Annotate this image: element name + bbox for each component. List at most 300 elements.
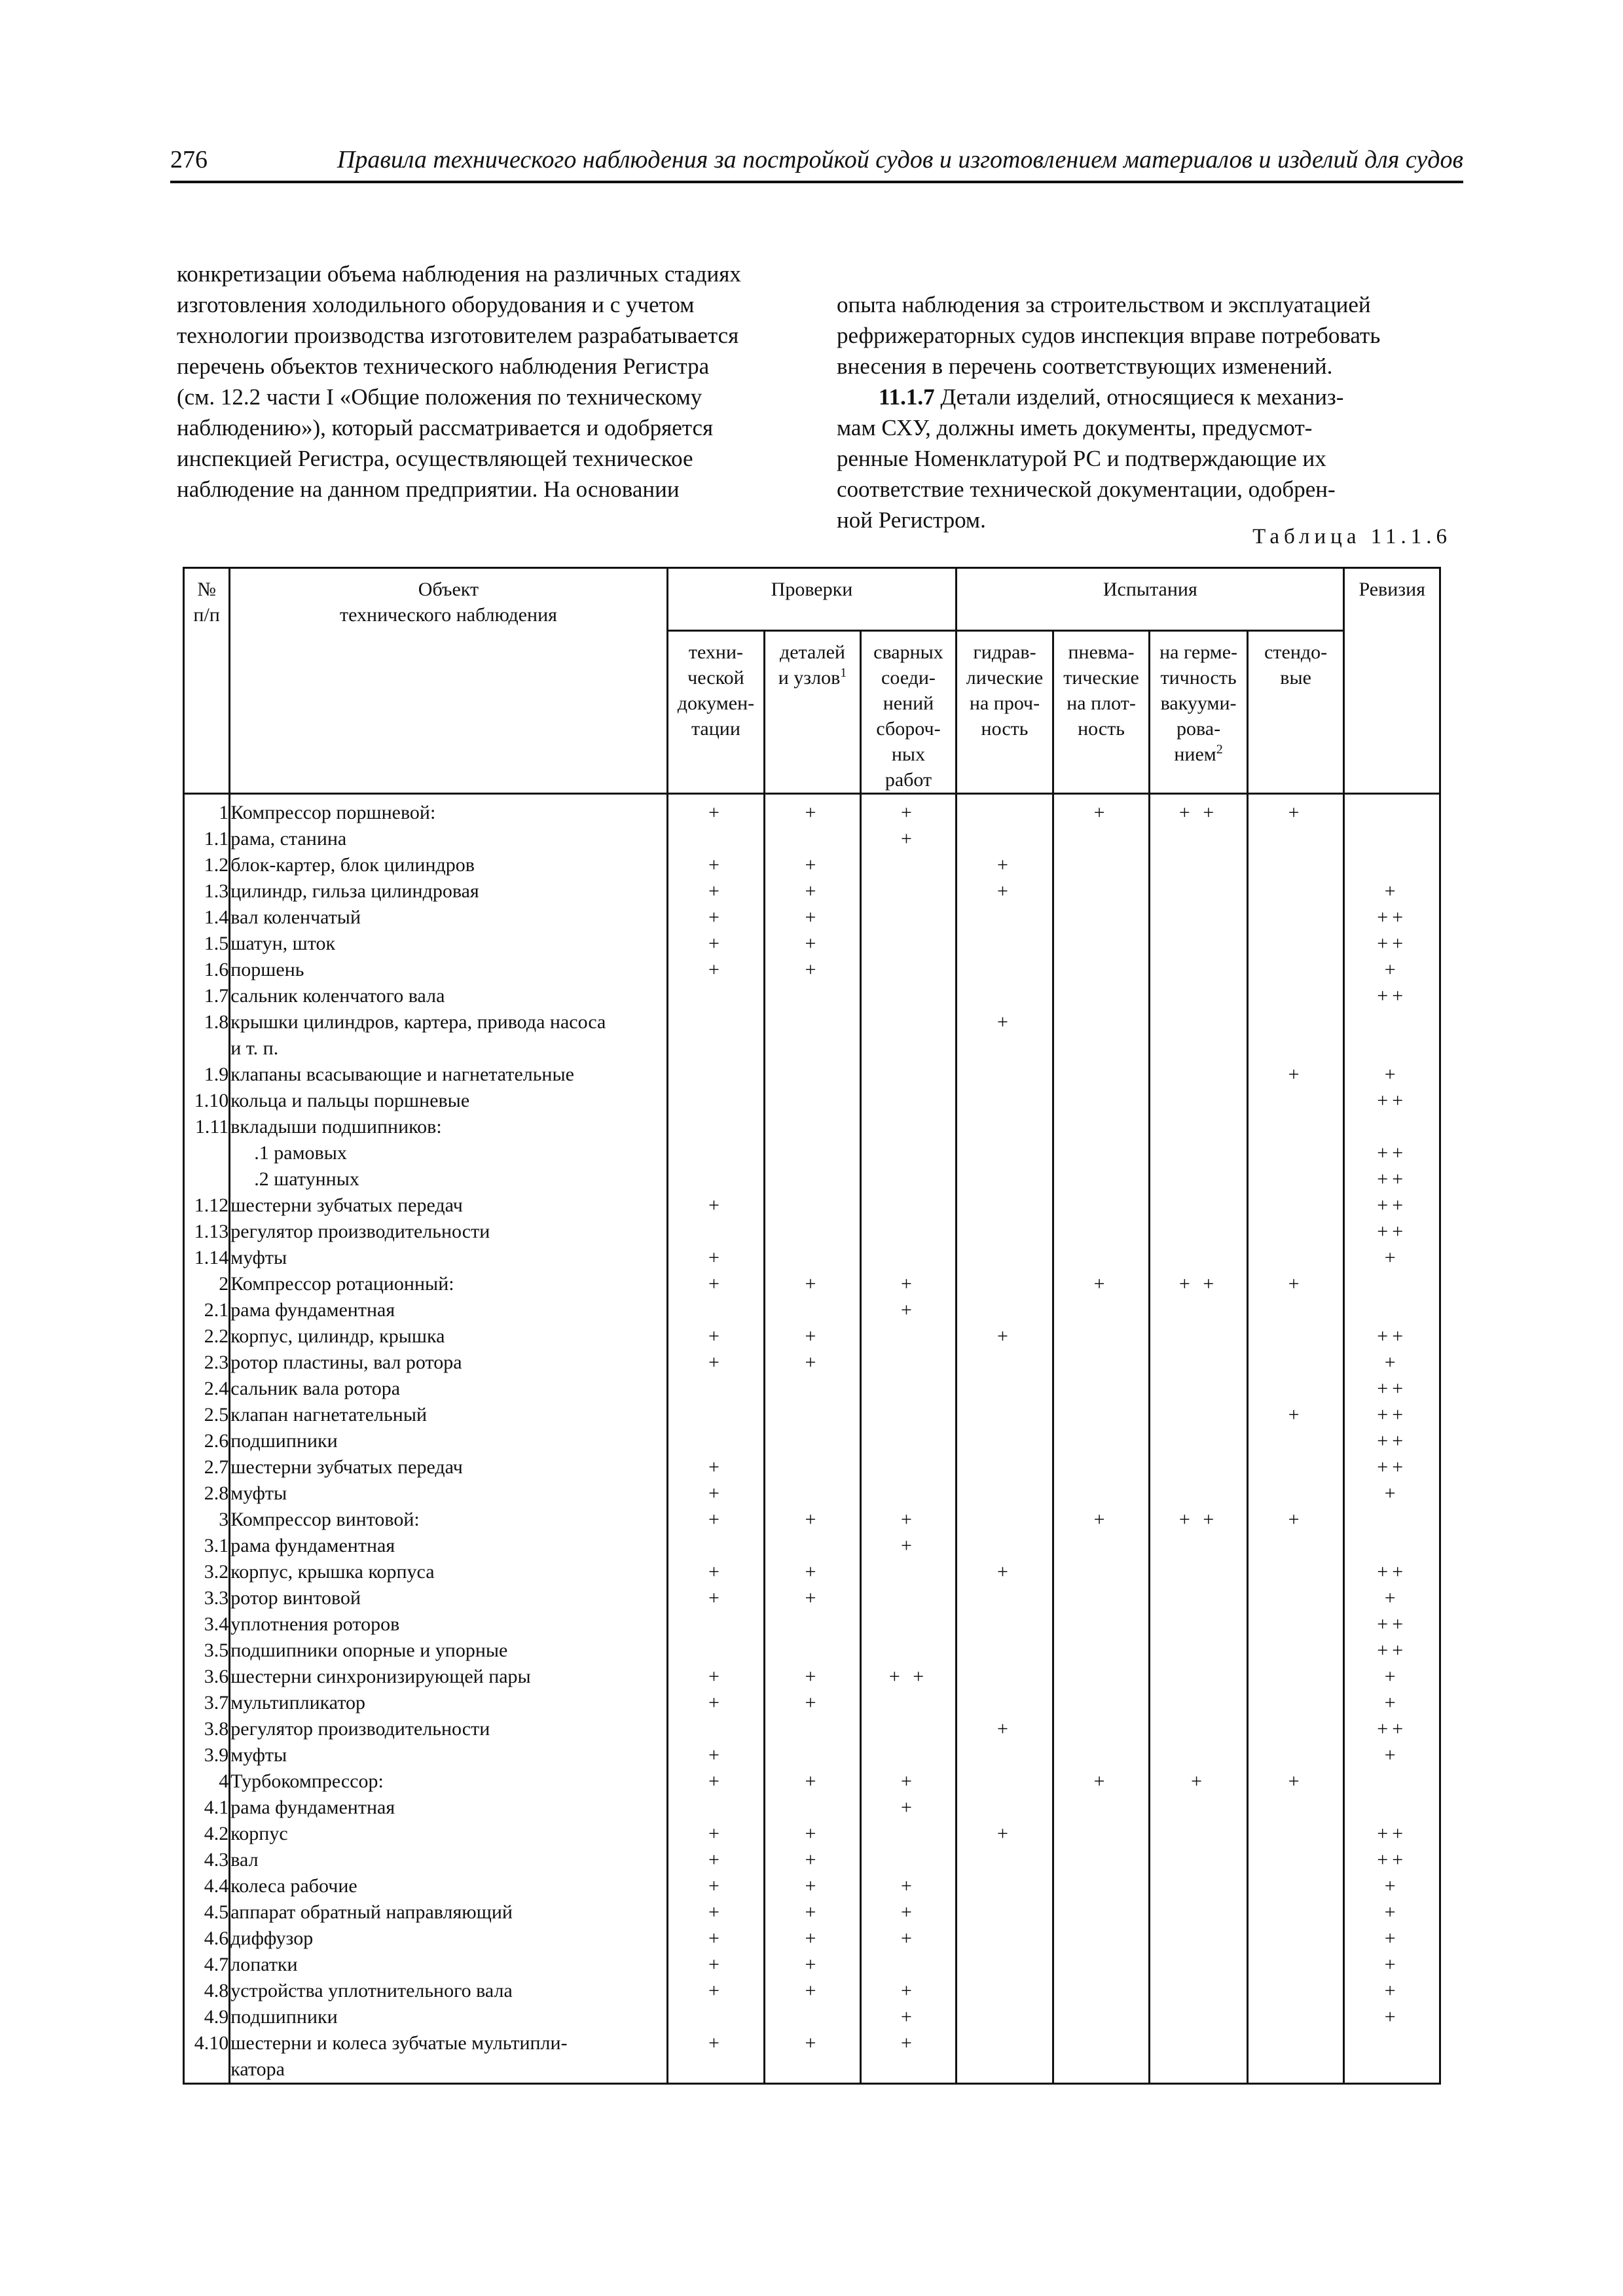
mark-cell bbox=[1247, 1454, 1344, 1480]
mark-cell bbox=[667, 1166, 765, 1193]
mark-cell: + bbox=[667, 1978, 765, 2004]
mark-cell bbox=[667, 2004, 765, 2030]
mark-cell: + + bbox=[1150, 794, 1248, 827]
mark-cell bbox=[1344, 1795, 1440, 1821]
mark-cell bbox=[957, 1297, 1053, 1323]
mark-cell: + bbox=[765, 1899, 861, 1926]
mark-cell bbox=[1053, 878, 1150, 905]
mark-cell bbox=[667, 1428, 765, 1454]
mark-cell: + bbox=[765, 1847, 861, 1873]
table-row bbox=[184, 1821, 1440, 1847]
mark-cell bbox=[667, 1114, 765, 1140]
mark-cell: + bbox=[765, 905, 861, 931]
mark-cell bbox=[1344, 1768, 1440, 1795]
table-row bbox=[184, 1690, 1440, 1716]
row-number: 4.3 bbox=[184, 1847, 230, 1873]
row-number: 4.9 bbox=[184, 2004, 230, 2030]
mark-cell bbox=[1150, 1690, 1248, 1716]
mark-cell bbox=[667, 1088, 765, 1114]
mark-cell bbox=[1150, 1585, 1248, 1611]
mark-cell bbox=[860, 878, 957, 905]
mark-cell bbox=[957, 905, 1053, 931]
mark-cell bbox=[765, 1376, 861, 1402]
mark-cell: + bbox=[957, 1716, 1053, 1742]
mark-cell bbox=[1053, 826, 1150, 852]
mark-cell bbox=[860, 1166, 957, 1193]
row-object: Компрессор ротационный: bbox=[230, 1271, 667, 1297]
mark-cell: + bbox=[1344, 957, 1440, 983]
mark-cell: + bbox=[860, 1768, 957, 1795]
mark-cell bbox=[957, 1742, 1053, 1768]
table-row bbox=[184, 1297, 1440, 1323]
mark-cell: + bbox=[667, 794, 765, 827]
row-number: 3.1 bbox=[184, 1533, 230, 1559]
row-object: мультипликатор bbox=[230, 1690, 667, 1716]
mark-cell bbox=[1150, 1166, 1248, 1193]
mark-cell: ++ bbox=[1344, 1559, 1440, 1585]
mark-cell: + bbox=[765, 1978, 861, 2004]
mark-cell bbox=[860, 852, 957, 878]
mark-cell bbox=[1150, 1795, 1248, 1821]
paragraph-number: 11.1.7 bbox=[879, 384, 935, 410]
table-row bbox=[184, 1166, 1440, 1193]
mark-cell bbox=[1247, 1245, 1344, 1271]
mark-cell bbox=[957, 1376, 1053, 1402]
row-number: 1.2 bbox=[184, 852, 230, 878]
mark-cell bbox=[957, 1454, 1053, 1480]
row-number: 2.4 bbox=[184, 1376, 230, 1402]
mark-cell bbox=[957, 1899, 1053, 1926]
row-object: вал bbox=[230, 1847, 667, 1873]
mark-cell bbox=[1053, 1952, 1150, 1978]
row-number: 3.8 bbox=[184, 1716, 230, 1742]
mark-cell bbox=[1053, 1114, 1150, 1140]
mark-cell bbox=[860, 931, 957, 957]
mark-cell: ++ bbox=[1344, 1219, 1440, 1245]
row-object: лопатки bbox=[230, 1952, 667, 1978]
mark-cell: + bbox=[667, 1585, 765, 1611]
mark-cell bbox=[1150, 2056, 1248, 2084]
subheader-3 bbox=[957, 631, 1053, 794]
mark-cell bbox=[1150, 2030, 1248, 2056]
mark-cell bbox=[1344, 1297, 1440, 1323]
left-column-text: конкретизации объема наблюдения на различных стадиях изготовления холодильного оборудования и с учетом технологии производства изготовителем разрабатывается перечень объектов технического наблюдения Регистра (см. 12.2 части I «Общие положения по техническому наблюдению»), который рассматривается и одобряется инспекцией Регистра, осуществляющей техническое наблюдение на данном предприятии. На основании bbox=[177, 261, 741, 502]
mark-cell bbox=[1053, 1664, 1150, 1690]
mark-cell: + bbox=[1053, 1768, 1150, 1795]
row-number: 1.3 bbox=[184, 878, 230, 905]
mark-cell bbox=[1247, 1323, 1344, 1350]
table-row bbox=[184, 2004, 1440, 2030]
row-object: катора bbox=[230, 2056, 667, 2084]
mark-cell: + bbox=[765, 852, 861, 878]
row-number bbox=[184, 1140, 230, 1166]
mark-cell bbox=[1053, 1533, 1150, 1559]
row-object: Турбокомпрессор: bbox=[230, 1768, 667, 1795]
mark-cell bbox=[1150, 1821, 1248, 1847]
mark-cell bbox=[957, 983, 1053, 1009]
mark-cell bbox=[1053, 1140, 1150, 1166]
mark-cell bbox=[1247, 1611, 1344, 1638]
mark-cell bbox=[1150, 2004, 1248, 2030]
mark-cell: + bbox=[765, 1271, 861, 1297]
mark-cell: + bbox=[667, 1873, 765, 1899]
paragraph-11-1-7 bbox=[837, 382, 1457, 535]
mark-cell bbox=[1053, 1376, 1150, 1402]
mark-cell bbox=[957, 1428, 1053, 1454]
row-number: 3.4 bbox=[184, 1611, 230, 1638]
mark-cell bbox=[1247, 1638, 1344, 1664]
mark-cell bbox=[1053, 931, 1150, 957]
row-number: 3.7 bbox=[184, 1690, 230, 1716]
mark-cell bbox=[1247, 1350, 1344, 1376]
mark-cell: + bbox=[860, 1795, 957, 1821]
mark-cell: + bbox=[765, 957, 861, 983]
mark-cell bbox=[1344, 1507, 1440, 1533]
row-number: 2.8 bbox=[184, 1480, 230, 1507]
table-row bbox=[184, 1952, 1440, 1978]
table-row bbox=[184, 2056, 1440, 2084]
mark-cell bbox=[860, 1480, 957, 1507]
mark-cell bbox=[860, 1035, 957, 1062]
mark-cell bbox=[957, 1219, 1053, 1245]
mark-cell bbox=[1150, 1114, 1248, 1140]
mark-cell: + bbox=[860, 2004, 957, 2030]
mark-cell bbox=[860, 1454, 957, 1480]
row-object: клапан нагнетательный bbox=[230, 1402, 667, 1428]
table-row bbox=[184, 1533, 1440, 1559]
mark-cell: + bbox=[667, 1664, 765, 1690]
mark-cell bbox=[1247, 1742, 1344, 1768]
mark-cell bbox=[957, 1507, 1053, 1533]
mark-cell bbox=[1247, 2004, 1344, 2030]
row-object: блок-картер, блок цилиндров bbox=[230, 852, 667, 878]
subheader-text: гидрав- лические на проч- ность bbox=[966, 641, 1044, 740]
mark-cell: + bbox=[667, 1350, 765, 1376]
mark-cell bbox=[1344, 1271, 1440, 1297]
mark-cell: + bbox=[765, 878, 861, 905]
row-object: Компрессор винтовой: bbox=[230, 1507, 667, 1533]
mark-cell: + + bbox=[1150, 1271, 1248, 1297]
row-object: корпус bbox=[230, 1821, 667, 1847]
table-row bbox=[184, 1376, 1440, 1402]
mark-cell bbox=[1150, 1480, 1248, 1507]
subheader-2 bbox=[860, 631, 957, 794]
mark-cell: + bbox=[667, 1952, 765, 1978]
mark-cell bbox=[1053, 1350, 1150, 1376]
mark-cell bbox=[957, 1585, 1053, 1611]
mark-cell: ++ bbox=[1344, 1638, 1440, 1664]
mark-cell bbox=[1247, 1926, 1344, 1952]
table-row bbox=[184, 1847, 1440, 1873]
mark-cell: + bbox=[860, 794, 957, 827]
mark-cell bbox=[1053, 1297, 1150, 1323]
mark-cell: ++ bbox=[1344, 1428, 1440, 1454]
mark-cell bbox=[860, 1114, 957, 1140]
row-object: муфты bbox=[230, 1245, 667, 1271]
mark-cell bbox=[1053, 983, 1150, 1009]
mark-cell: ++ bbox=[1344, 905, 1440, 931]
mark-cell bbox=[1150, 1140, 1248, 1166]
subheader-text: пневма- тические на плот- ность bbox=[1063, 641, 1139, 740]
mark-cell bbox=[1247, 1428, 1344, 1454]
mark-cell bbox=[957, 1193, 1053, 1219]
mark-cell: + bbox=[1247, 794, 1344, 827]
mark-cell bbox=[860, 1821, 957, 1847]
paragraph-text: Детали изделий, относящиеся к механиз- мам СХУ, должны иметь документы, предусмот- ренные Номенклатурой РС и подтверждающие их соответствие технической документации, одобрен- ной Регистром. bbox=[837, 384, 1344, 533]
mark-cell bbox=[765, 2056, 861, 2084]
right-column-text: опыта наблюдения за строительством и эксплуатацией рефрижераторных судов инспекция вправе потребовать внесения в перечень соответствующих изменений. bbox=[837, 292, 1381, 379]
mark-cell: + bbox=[667, 1480, 765, 1507]
row-object: корпус, крышка корпуса bbox=[230, 1559, 667, 1585]
subheader-text: сварных соеди- нений сбороч- ных работ bbox=[873, 641, 943, 791]
mark-cell: + bbox=[1344, 2004, 1440, 2030]
mark-cell bbox=[860, 1742, 957, 1768]
mark-cell bbox=[1150, 1533, 1248, 1559]
subheader-text: стендо- вые bbox=[1264, 641, 1328, 689]
mark-cell bbox=[1247, 1480, 1344, 1507]
mark-cell bbox=[1053, 1638, 1150, 1664]
row-object: кольца и пальцы поршневые bbox=[230, 1088, 667, 1114]
mark-cell bbox=[957, 1690, 1053, 1716]
mark-cell bbox=[957, 957, 1053, 983]
mark-cell bbox=[1150, 957, 1248, 983]
mark-cell bbox=[957, 1611, 1053, 1638]
mark-cell bbox=[1150, 1428, 1248, 1454]
mark-cell: + bbox=[1344, 1585, 1440, 1611]
row-number: 1.1 bbox=[184, 826, 230, 852]
table-row bbox=[184, 2030, 1440, 2056]
mark-cell bbox=[1053, 1559, 1150, 1585]
mark-cell bbox=[1053, 1035, 1150, 1062]
mark-cell: + bbox=[860, 1271, 957, 1297]
mark-cell bbox=[1247, 1847, 1344, 1873]
page-number: 276 bbox=[170, 146, 208, 173]
mark-cell: + bbox=[1053, 794, 1150, 827]
row-object: цилиндр, гильза цилиндровая bbox=[230, 878, 667, 905]
mark-cell bbox=[1053, 1742, 1150, 1768]
table-row bbox=[184, 878, 1440, 905]
table-row bbox=[184, 1245, 1440, 1271]
mark-cell bbox=[765, 1245, 861, 1271]
mark-cell: ++ bbox=[1344, 931, 1440, 957]
mark-cell bbox=[667, 1716, 765, 1742]
mark-cell bbox=[1344, 2030, 1440, 2056]
mark-cell: + bbox=[1247, 1271, 1344, 1297]
mark-cell bbox=[667, 826, 765, 852]
mark-cell bbox=[860, 1585, 957, 1611]
row-number: 4.8 bbox=[184, 1978, 230, 2004]
mark-cell bbox=[1150, 1062, 1248, 1088]
mark-cell bbox=[1053, 1978, 1150, 2004]
mark-cell bbox=[765, 1742, 861, 1768]
mark-cell bbox=[1053, 1245, 1150, 1271]
mark-cell bbox=[1053, 1193, 1150, 1219]
mark-cell bbox=[1150, 1376, 1248, 1402]
row-object: Компрессор поршневой: bbox=[230, 794, 667, 827]
mark-cell bbox=[957, 1271, 1053, 1297]
mark-cell: + bbox=[667, 1271, 765, 1297]
mark-cell bbox=[1344, 826, 1440, 852]
row-object: рама фундаментная bbox=[230, 1533, 667, 1559]
mark-cell bbox=[1150, 1035, 1248, 1062]
mark-cell bbox=[1150, 1664, 1248, 1690]
mark-cell bbox=[860, 1716, 957, 1742]
row-number: 2.1 bbox=[184, 1297, 230, 1323]
mark-cell: + bbox=[667, 1454, 765, 1480]
mark-cell: + bbox=[1344, 1873, 1440, 1899]
mark-cell bbox=[1150, 1245, 1248, 1271]
mark-cell bbox=[957, 2004, 1053, 2030]
mark-cell: + bbox=[667, 1847, 765, 1873]
row-number: 2.6 bbox=[184, 1428, 230, 1454]
mark-cell bbox=[765, 983, 861, 1009]
table-row bbox=[184, 794, 1440, 827]
mark-cell: + bbox=[765, 1821, 861, 1847]
mark-cell bbox=[1150, 1873, 1248, 1899]
mark-cell bbox=[1247, 1795, 1344, 1821]
mark-cell bbox=[765, 1193, 861, 1219]
mark-cell bbox=[860, 957, 957, 983]
mark-cell bbox=[1247, 905, 1344, 931]
mark-cell: + bbox=[667, 1768, 765, 1795]
mark-cell bbox=[765, 1533, 861, 1559]
table-row bbox=[184, 1716, 1440, 1742]
mark-cell bbox=[1247, 1376, 1344, 1402]
mark-cell bbox=[1344, 852, 1440, 878]
mark-cell bbox=[860, 1376, 957, 1402]
mark-cell bbox=[1053, 1219, 1150, 1245]
mark-cell bbox=[1247, 957, 1344, 983]
mark-cell bbox=[860, 1009, 957, 1035]
mark-cell: + bbox=[1150, 1768, 1248, 1795]
row-number: 1.5 bbox=[184, 931, 230, 957]
row-object: поршень bbox=[230, 957, 667, 983]
row-number: 3.2 bbox=[184, 1559, 230, 1585]
table-row bbox=[184, 1664, 1440, 1690]
mark-cell: + bbox=[667, 1821, 765, 1847]
mark-cell bbox=[957, 2056, 1053, 2084]
mark-cell: + bbox=[765, 1952, 861, 1978]
row-number: 4.10 bbox=[184, 2030, 230, 2056]
mark-cell bbox=[1150, 1899, 1248, 1926]
mark-cell: ++ bbox=[1344, 1376, 1440, 1402]
mark-cell bbox=[765, 1716, 861, 1742]
mark-cell bbox=[1150, 1323, 1248, 1350]
header-tests: Испытания bbox=[957, 568, 1344, 631]
mark-cell: + bbox=[1344, 878, 1440, 905]
mark-cell bbox=[957, 1795, 1053, 1821]
row-number: 1 bbox=[184, 794, 230, 827]
mark-cell bbox=[1150, 1716, 1248, 1742]
mark-cell bbox=[1247, 1219, 1344, 1245]
row-object: .1 рамовых bbox=[230, 1140, 667, 1166]
mark-cell bbox=[1053, 1454, 1150, 1480]
mark-cell bbox=[1053, 2004, 1150, 2030]
subheader-text: техни- ческой докумен- тации bbox=[677, 641, 755, 740]
mark-cell bbox=[1053, 1899, 1150, 1926]
mark-cell: + bbox=[667, 1323, 765, 1350]
mark-cell bbox=[765, 1009, 861, 1035]
right-column bbox=[837, 259, 1457, 566]
mark-cell bbox=[957, 1952, 1053, 1978]
row-object: регулятор производительности bbox=[230, 1716, 667, 1742]
table-row bbox=[184, 1559, 1440, 1585]
page-header bbox=[170, 145, 1463, 183]
row-number: 4.6 bbox=[184, 1926, 230, 1952]
mark-cell: ++ bbox=[1344, 1166, 1440, 1193]
mark-cell: + bbox=[765, 1559, 861, 1585]
mark-cell: + bbox=[1344, 1350, 1440, 1376]
mark-cell bbox=[667, 1140, 765, 1166]
mark-cell: ++ bbox=[1344, 1323, 1440, 1350]
row-number: 1.4 bbox=[184, 905, 230, 931]
mark-cell: + + bbox=[1150, 1507, 1248, 1533]
mark-cell bbox=[1053, 1690, 1150, 1716]
mark-cell bbox=[1247, 1716, 1344, 1742]
mark-cell: + bbox=[765, 2030, 861, 2056]
header-object: Объект технического наблюдения bbox=[230, 568, 667, 794]
mark-cell: ++ bbox=[1344, 1454, 1440, 1480]
mark-cell bbox=[1247, 1193, 1344, 1219]
inspection-table bbox=[183, 567, 1441, 2085]
mark-cell bbox=[1247, 1533, 1344, 1559]
mark-cell: + bbox=[1053, 1507, 1150, 1533]
mark-cell bbox=[1150, 1847, 1248, 1873]
mark-cell: + bbox=[765, 1664, 861, 1690]
row-object: шатун, шток bbox=[230, 931, 667, 957]
mark-cell bbox=[1053, 1402, 1150, 1428]
mark-cell: + bbox=[860, 1978, 957, 2004]
mark-cell: + bbox=[765, 1323, 861, 1350]
mark-cell: + bbox=[667, 957, 765, 983]
table-row bbox=[184, 1926, 1440, 1952]
mark-cell: + bbox=[765, 1690, 861, 1716]
mark-cell: ++ bbox=[1344, 1402, 1440, 1428]
mark-cell bbox=[1150, 1193, 1248, 1219]
row-number: 4 bbox=[184, 1768, 230, 1795]
row-number: 1.6 bbox=[184, 957, 230, 983]
mark-cell bbox=[1150, 1402, 1248, 1428]
row-object: подшипники bbox=[230, 1428, 667, 1454]
subheader-6 bbox=[1247, 631, 1344, 794]
mark-cell bbox=[1053, 1088, 1150, 1114]
mark-cell bbox=[860, 1952, 957, 1978]
mark-cell bbox=[860, 1402, 957, 1428]
mark-cell bbox=[1247, 1114, 1344, 1140]
mark-cell bbox=[1150, 1742, 1248, 1768]
mark-cell bbox=[860, 1193, 957, 1219]
mark-cell bbox=[957, 1978, 1053, 2004]
mark-cell bbox=[1247, 1664, 1344, 1690]
mark-cell bbox=[1247, 1297, 1344, 1323]
table-row bbox=[184, 826, 1440, 852]
mark-cell: + bbox=[667, 1507, 765, 1533]
mark-cell bbox=[860, 2056, 957, 2084]
mark-cell: + bbox=[860, 1533, 957, 1559]
row-object: рама фундаментная bbox=[230, 1795, 667, 1821]
row-object: диффузор bbox=[230, 1926, 667, 1952]
mark-cell bbox=[1053, 1821, 1150, 1847]
table-row bbox=[184, 931, 1440, 957]
mark-cell: ++ bbox=[1344, 1821, 1440, 1847]
mark-cell bbox=[1150, 1611, 1248, 1638]
table-row bbox=[184, 1454, 1440, 1480]
mark-cell bbox=[765, 1795, 861, 1821]
running-title: Правила технического наблюдения за постройкой судов и изготовлением материалов и изделий для судов bbox=[337, 146, 1463, 173]
mark-cell bbox=[860, 1323, 957, 1350]
mark-cell: + bbox=[1344, 1952, 1440, 1978]
table-row bbox=[184, 1873, 1440, 1899]
